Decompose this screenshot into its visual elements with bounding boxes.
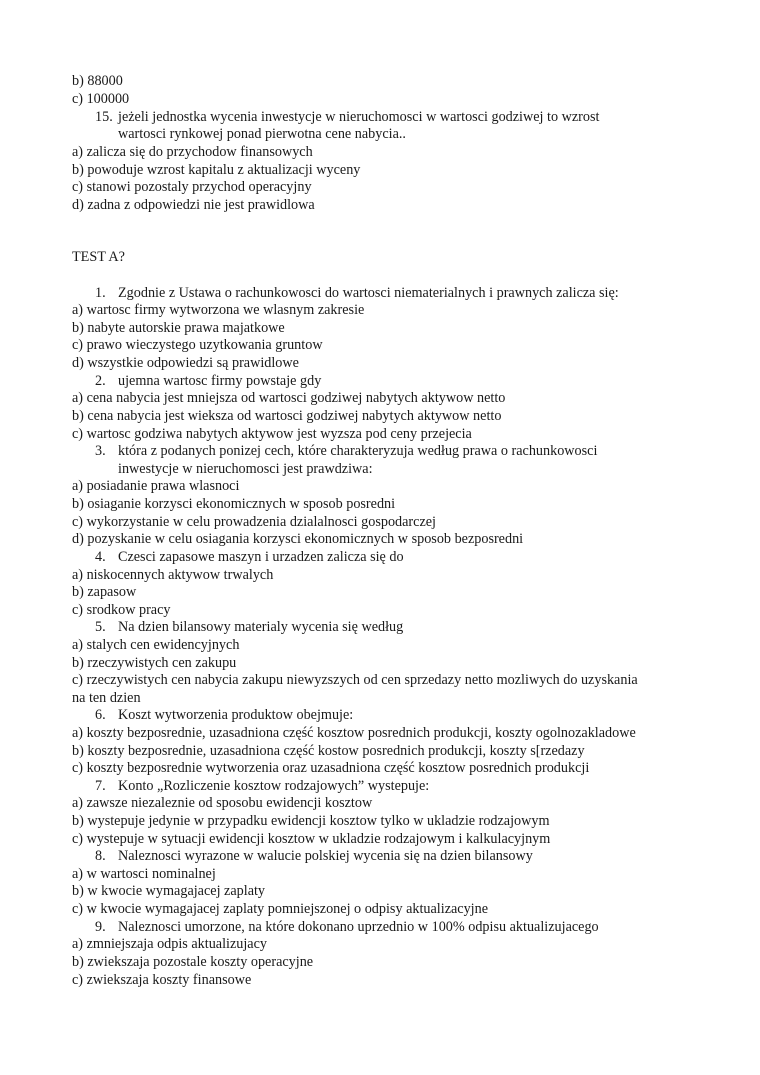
question-3-text-cont: inwestycje w nieruchomosci jest prawdziwa:	[118, 461, 373, 477]
q7-option-a: a) zawsze niezaleznie od sposobu ewidencji kosztow	[72, 795, 373, 811]
q15-option-b: b) powoduje wzrost kapitalu z aktualizacji wyceny	[72, 162, 361, 178]
q3-option-a: a) posiadanie prawa wlasnoci	[72, 478, 240, 494]
q3-option-c: c) wykorzystanie w celu prowadzenia dzialalnosci gospodarczej	[72, 514, 436, 530]
question-6-number: 6.	[95, 707, 106, 723]
question-2-number: 2.	[95, 373, 106, 389]
question-5-number: 5.	[95, 619, 106, 635]
q5-option-c-cont: na ten dzien	[72, 690, 141, 706]
q7-option-c: c) wystepuje w sytuacji ewidencji kosztow w ukladzie rodzajowym i kalkulacyjnym	[72, 831, 551, 847]
q3-option-d: d) pozyskanie w celu osiagania korzysci ekonomicznych w sposob bezposredni	[72, 531, 524, 547]
q8-option-a: a) w wartosci nominalnej	[72, 866, 216, 882]
q2-option-b: b) cena nabycia jest wieksza od wartosci godziwej nabytych aktywow netto	[72, 408, 502, 424]
question-7-text: Konto „Rozliczenie kosztow rodzajowych” wystepuje:	[118, 778, 430, 794]
prev-option-c: c) 100000	[72, 91, 130, 107]
test-title: TEST A?	[72, 249, 125, 265]
q8-option-b: b) w kwocie wymagajacej zaplaty	[72, 883, 266, 899]
q9-option-c: c) zwiekszaja koszty finansowe	[72, 972, 252, 988]
q9-option-b: b) zwiekszaja pozostale koszty operacyjne	[72, 954, 314, 970]
q5-option-a: a) stalych cen ewidencyjnych	[72, 637, 240, 653]
q5-option-c: c) rzeczywistych cen nabycia zakupu niewyzszych od cen sprzedazy netto mozliwych do uzyskania	[72, 672, 638, 688]
question-1-number: 1.	[95, 285, 106, 301]
q1-option-b: b) nabyte autorskie prawa majatkowe	[72, 320, 285, 336]
question-15-number: 15.	[95, 109, 113, 125]
question-3-text: która z podanych ponizej cech, które charakteryzuja według prawa o rachunkowosci	[118, 443, 598, 459]
question-9-number: 9.	[95, 919, 106, 935]
q4-option-a: a) niskocennych aktywow trwalych	[72, 567, 274, 583]
q7-option-b: b) wystepuje jedynie w przypadku ewidencji kosztow tylko w ukladzie rodzajowym	[72, 813, 550, 829]
question-4-text: Czesci zapasowe maszyn i urzadzen zalicza się do	[118, 549, 404, 565]
q1-option-c: c) prawo wieczystego uzytkowania gruntow	[72, 337, 323, 353]
question-8-text: Naleznosci wyrazone w walucie polskiej wycenia się na dzien bilansowy	[118, 848, 533, 864]
question-1-text: Zgodnie z Ustawa o rachunkowosci do wartosci niematerialnych i prawnych zalicza się:	[118, 285, 619, 301]
question-2-text: ujemna wartosc firmy powstaje gdy	[118, 373, 322, 389]
q15-option-a: a) zalicza się do przychodow finansowych	[72, 144, 313, 160]
q6-option-c: c) koszty bezposrednie wytworzenia oraz uzasadniona część kosztow posrednich produkcji	[72, 760, 590, 776]
question-15-text: jeżeli jednostka wycenia inwestycje w nieruchomosci w wartosci godziwej to wzrost	[118, 109, 600, 125]
question-15-text-cont: wartosci rynkowej ponad pierwotna cene nabycia..	[118, 126, 406, 142]
q2-option-c: c) wartosc godziwa nabytych aktywow jest wyzsza pod ceny przejecia	[72, 426, 472, 442]
prev-option-b: b) 88000	[72, 73, 123, 89]
q3-option-b: b) osiaganie korzysci ekonomicznych w sposob posredni	[72, 496, 396, 512]
q5-option-b: b) rzeczywistych cen zakupu	[72, 655, 237, 671]
question-6-text: Koszt wytworzenia produktow obejmuje:	[118, 707, 354, 723]
q4-option-b: b) zapasow	[72, 584, 137, 600]
q9-option-a: a) zmniejszaja odpis aktualizujacy	[72, 936, 267, 952]
q15-option-c: c) stanowi pozostaly przychod operacyjny	[72, 179, 312, 195]
question-4-number: 4.	[95, 549, 106, 565]
question-9-text: Naleznosci umorzone, na które dokonano uprzednio w 100% odpisu aktualizujacego	[118, 919, 599, 935]
q8-option-c: c) w kwocie wymagajacej zaplaty pomniejszonej o odpisy aktualizacyjne	[72, 901, 489, 917]
q4-option-c: c) srodkow pracy	[72, 602, 171, 618]
question-5-text: Na dzien bilansowy materialy wycenia się według	[118, 619, 404, 635]
question-8-number: 8.	[95, 848, 106, 864]
q6-option-a: a) koszty bezposrednie, uzasadniona część kosztow posrednich produkcji, koszty ogolnozakladowe	[72, 725, 636, 741]
q1-option-d: d) wszystkie odpowiedzi są prawidlowe	[72, 355, 299, 371]
question-7-number: 7.	[95, 778, 106, 794]
q2-option-a: a) cena nabycia jest mniejsza od wartosci godziwej nabytych aktywow netto	[72, 390, 506, 406]
q6-option-b: b) koszty bezposrednie, uzasadniona część kostow posrednich produkcji, koszty s[rzedazy	[72, 743, 585, 759]
q1-option-a: a) wartosc firmy wytworzona we wlasnym zakresie	[72, 302, 365, 318]
q15-option-d: d) zadna z odpowiedzi nie jest prawidlowa	[72, 197, 315, 213]
question-3-number: 3.	[95, 443, 106, 459]
